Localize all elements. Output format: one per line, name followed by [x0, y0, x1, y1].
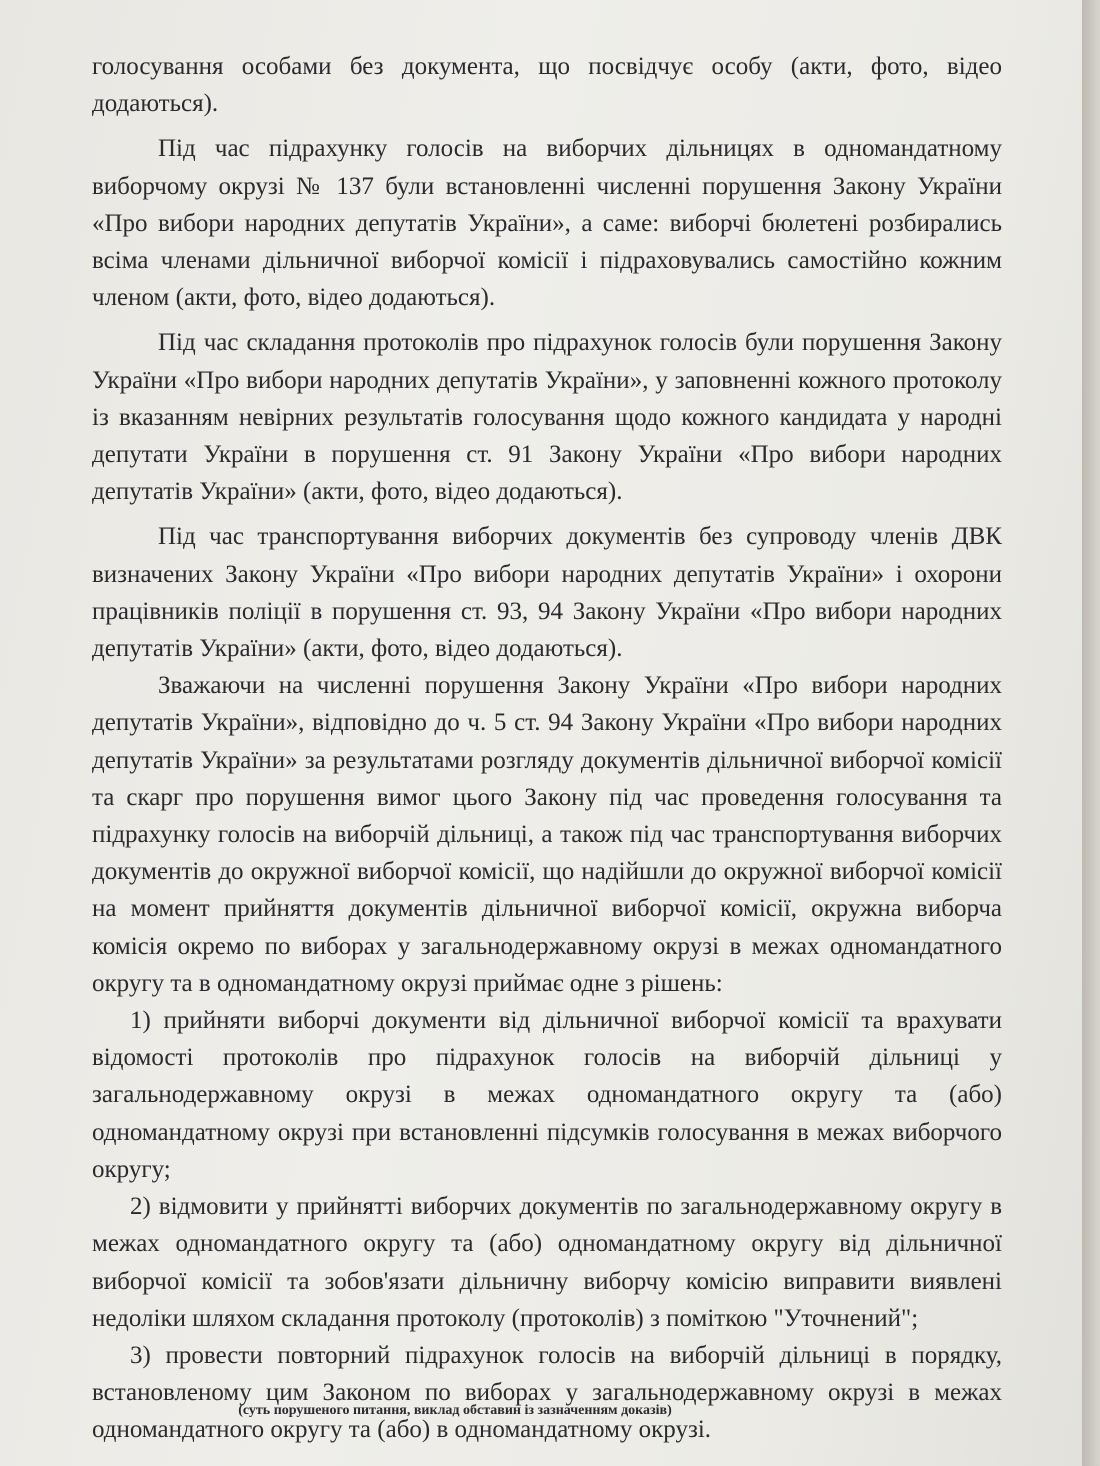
list-item-3: 3) провести повторний підрахунок голосів на виборчій дільниці в порядку, встановленому цим Законом по виборах у загальнодержавному окрузі в межах одномандатного округу та (або) в одномандатному окрузі. — [92, 1341, 1002, 1444]
list-item-1: 1) прийняти виборчі документи від дільничної виборчої комісії та врахувати відомості протоколів про підрахунок голосів на виборчій дільниці у загальнодержавному окрузі в межах одномандатного округу та (або) одномандатному окрузі при встановленні підсумків голосування в межах виборчого округу; — [92, 1007, 1002, 1183]
paragraph-vote-count: Під час підрахунку голосів на виборчих дільницях в одномандатному виборчому окрузі № 137 були встановленні численні порушення Закону України «Про вибори народних депутатів України», а саме: виборчі бюлетені розбирались всіма членами дільничної виборчої комісії і підраховувались самостійно кожним членом (акти, фото, відео додаються). — [92, 135, 1002, 312]
list-item-2: 2) відмовити у прийнятті виборчих документів по загальнодержавному округу в межах одномандатного округу та (або) одномандатному округу від дільничної виборчої комісії та зобов'язати дільничну виборчу комісію виправити виявлені недоліки шляхом складання протоколу (протоколів) з поміткою "Уточнений"; — [92, 1193, 1002, 1332]
paragraph-continuation: голосування особами без документа, що посвідчує особу (акти, фото, відео додаються). — [92, 53, 1002, 118]
document-body — [92, 48, 1002, 1449]
paragraph-protocols: Під час складання протоколів про підрахунок голосів були порушення Закону України «Про вибори народних депутатів України», у заповненні кожного протоколу із вказанням невірних результатів голосування щодо кожного кандидата у народні депутати України в порушення ст. 91 Закону України «Про вибори народних депутатів України» (акти, фото, відео додаються). — [92, 329, 1002, 506]
paragraph-transport: Під час транспортування виборчих документів без супроводу членів ДВК визначених Закону України «Про вибори народних депутатів України» і охорони працівників поліції в порушення ст. 93, 94 Закону України «Про вибори народних депутатів України» (акти, фото, відео додаються). — [92, 523, 1002, 663]
paragraph-considering: Зважаючи на численні порушення Закону України «Про вибори народних депутатів України», відповідно до ч. 5 ст. 94 Закону України «Про вибори народних депутатів України» за результатами розгляду документів дільничної виборчої комісії та скарг про порушення вимог цього Закону під час проведення голосування та підрахунку голосів на виборчій дільниці, а також під час транспортування виборчих документів до окружної виборчої комісії, що надійшли до окружної виборчої комісії на момент прийняття документів дільничної виборчої комісії, окружна виборча комісія окремо по виборах у загальнодержавному окрузі в межах одномандатного округу та в одномандатному окрузі приймає одне з рішень: — [92, 672, 1002, 997]
page-edge — [1082, 0, 1100, 1466]
footer-caption: (суть порушеного питання, виклад обставин із зазначенням доказів) — [238, 1403, 672, 1418]
